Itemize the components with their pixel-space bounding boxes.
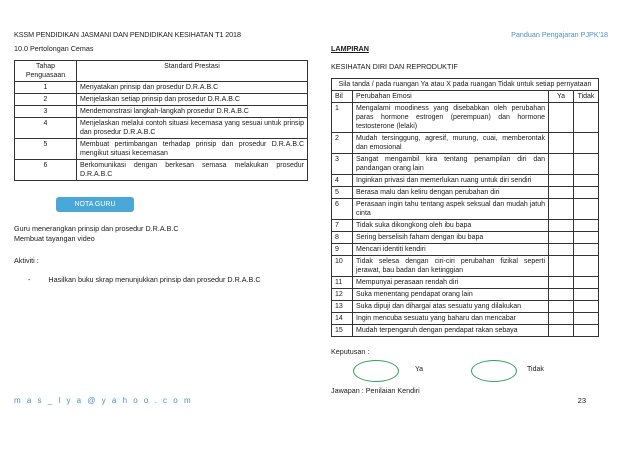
level-cell: 1 — [15, 82, 77, 94]
aktiviti-item — [14, 275, 308, 284]
table-row — [332, 289, 599, 301]
emotion-cell: Sangat mengambil kira tentang penampilan diri dan pandangan orang lain — [353, 154, 549, 175]
standard-cell: Berkomunikasi dengan berkesan semasa melakukan prosedur D.R.A.B.C — [77, 160, 308, 181]
bil-cell: 15 — [332, 325, 353, 337]
ya-checkbox-cell[interactable] — [549, 220, 574, 232]
tidak-checkbox-cell[interactable] — [574, 175, 599, 187]
header-perubahan: Perubahan Emosi — [353, 91, 549, 103]
ya-checkbox-cell[interactable] — [549, 301, 574, 313]
tidak-checkbox-cell[interactable] — [574, 103, 599, 133]
header-title: KSSM PENDIDIKAN JASMANI DAN PENDIDIKAN KESIHATAN T1 2018 — [14, 30, 241, 39]
emotion-cell: Tidak selesa dengan ciri-ciri perubahan fizikal seperti jerawat, bau badan dan ketinggian — [353, 256, 549, 277]
emotion-cell: Mengalami moodiness yang disebabkan oleh perubahan paras hormone estrogen (perempuan) dan hormone testosterone (lelaki) — [353, 103, 549, 133]
header-tahap: Tahap Penguasaan — [15, 61, 77, 82]
choice-ya-label: Ya — [415, 366, 424, 373]
table-row — [332, 199, 599, 220]
header-standard: Standard Prestasi — [77, 61, 308, 82]
standard-cell: Menyatakan prinsip dan prosedur D.R.A.B.C — [77, 82, 308, 94]
header-tidak: Tidak — [574, 91, 599, 103]
bil-cell: 11 — [332, 277, 353, 289]
choice-tidak-oval[interactable] — [471, 360, 517, 382]
ya-checkbox-cell[interactable] — [549, 244, 574, 256]
bil-cell: 2 — [332, 133, 353, 154]
bil-cell: 13 — [332, 301, 353, 313]
keputusan-label: Keputusan : — [331, 347, 370, 356]
tidak-checkbox-cell[interactable] — [574, 325, 599, 337]
table-row — [332, 325, 599, 337]
bil-cell: 9 — [332, 244, 353, 256]
result-choices — [331, 360, 599, 382]
ya-checkbox-cell[interactable] — [549, 325, 574, 337]
table-row — [15, 139, 308, 160]
table-row — [332, 301, 599, 313]
emotion-checklist-table — [331, 78, 599, 337]
nota-line: Guru menerangkan prinsip dan prosedur D.R.A.B.C — [14, 224, 179, 233]
level-cell: 5 — [15, 139, 77, 160]
table-row — [332, 232, 599, 244]
level-cell: 4 — [15, 118, 77, 139]
bil-cell: 4 — [332, 175, 353, 187]
bil-cell: 5 — [332, 187, 353, 199]
table-row — [332, 133, 599, 154]
footer-email: m a s _ l y a @ y a h o o . c o m — [14, 396, 193, 405]
standard-cell: Menjelaskan setiap prinsip dan prosedur D.R.A.B.C — [77, 94, 308, 106]
ya-checkbox-cell[interactable] — [549, 103, 574, 133]
tidak-checkbox-cell[interactable] — [574, 187, 599, 199]
emotion-cell: Suka menentang pendapat orang lain — [353, 289, 549, 301]
ya-checkbox-cell[interactable] — [549, 175, 574, 187]
tidak-checkbox-cell[interactable] — [574, 220, 599, 232]
level-cell: 6 — [15, 160, 77, 181]
jawapan-text: Jawapan : Penilaian Kendiri — [331, 386, 420, 395]
table-row — [332, 220, 599, 232]
lampiran-subtitle: KESIHATAN DIRI DAN REPRODUKTIF — [331, 62, 458, 71]
ya-checkbox-cell[interactable] — [549, 256, 574, 277]
emotion-cell: Ingin mencuba sesuatu yang baharu dan mencabar — [353, 313, 549, 325]
level-cell: 2 — [15, 94, 77, 106]
tidak-checkbox-cell[interactable] — [574, 256, 599, 277]
bullet: - — [28, 275, 31, 284]
nota-guru-text — [14, 224, 308, 244]
tidak-checkbox-cell[interactable] — [574, 301, 599, 313]
left-column — [14, 44, 308, 284]
ya-checkbox-cell[interactable] — [549, 289, 574, 301]
aktiviti-label: Aktiviti : — [14, 256, 39, 265]
standard-cell: Membuat pertimbangan terhadap prinsip dan prosedur D.R.A.B.C mengikut situasi kecemasan — [77, 139, 308, 160]
tidak-checkbox-cell[interactable] — [574, 133, 599, 154]
table-row — [332, 277, 599, 289]
table-row — [332, 256, 599, 277]
emotion-cell: Mudah terpengaruh dengan pendapat rakan sebaya — [353, 325, 549, 337]
table-row — [332, 187, 599, 199]
emotion-cell: Perasaan ingin tahu tentang aspek seksual dan mudah jatuh cinta — [353, 199, 549, 220]
emotion-cell: Berasa malu dan keliru dengan perubahan diri — [353, 187, 549, 199]
bil-cell: 12 — [332, 289, 353, 301]
choice-ya-oval[interactable] — [353, 360, 399, 382]
table-row — [15, 118, 308, 139]
lampiran-title: LAMPIRAN — [331, 44, 369, 53]
header-guide-name: Panduan Pengajaran PJPK'18 — [511, 30, 608, 39]
tidak-checkbox-cell[interactable] — [574, 232, 599, 244]
emotion-cell: Mudah tersinggung, agresif, murung, cuai, memberontak dan emosional — [353, 133, 549, 154]
emotion-cell: Mencari identiti kendiri — [353, 244, 549, 256]
level-cell: 3 — [15, 106, 77, 118]
ya-checkbox-cell[interactable] — [549, 277, 574, 289]
tidak-checkbox-cell[interactable] — [574, 277, 599, 289]
tidak-checkbox-cell[interactable] — [574, 289, 599, 301]
bil-cell: 1 — [332, 103, 353, 133]
bil-cell: 6 — [332, 199, 353, 220]
bil-cell: 8 — [332, 232, 353, 244]
table-row — [15, 94, 308, 106]
bil-cell: 14 — [332, 313, 353, 325]
table-row — [332, 103, 599, 133]
bil-cell: 10 — [332, 256, 353, 277]
emotion-cell: Inginkan privasi dan memerlukan ruang untuk diri sendiri — [353, 175, 549, 187]
table-row — [15, 160, 308, 181]
ya-checkbox-cell[interactable] — [549, 313, 574, 325]
emotion-cell: Tidak suka dikongkong oleh ibu bapa — [353, 220, 549, 232]
emotion-cell: Mempunyai perasaan rendah diri — [353, 277, 549, 289]
table-row — [332, 175, 599, 187]
table-caption: Sila tanda / pada ruangan Ya atau X pada ruangan Tidak untuk setiap pernyataan — [332, 79, 599, 91]
table-row — [15, 82, 308, 94]
tidak-checkbox-cell[interactable] — [574, 244, 599, 256]
emotion-cell: Suka dipuji dan dihargai atas sesuatu yang dilakukan — [353, 301, 549, 313]
bil-cell: 7 — [332, 220, 353, 232]
ya-checkbox-cell[interactable] — [549, 199, 574, 220]
standard-cell: Menjelaskan melalui contoh situasi kecemasa yang sesuai untuk prinsip dan prosedur D.R.A.B.C — [77, 118, 308, 139]
table-row — [332, 313, 599, 325]
table-row — [332, 244, 599, 256]
bil-cell: 3 — [332, 154, 353, 175]
performance-standard-table — [14, 60, 308, 181]
choice-tidak-label: Tidak — [527, 366, 544, 373]
header-ya: Ya — [549, 91, 574, 103]
ya-checkbox-cell[interactable] — [549, 232, 574, 244]
nota-line: Membuat tayangan video — [14, 234, 95, 243]
emotion-cell: Sering berselisih faham dengan ibu bapa — [353, 232, 549, 244]
ya-checkbox-cell[interactable] — [549, 133, 574, 154]
right-column — [331, 44, 599, 395]
table-row — [332, 154, 599, 175]
page-number: 23 — [577, 396, 586, 405]
standard-cell: Mendemonstrasi langkah-langkah prosedur D.R.A.B.C — [77, 106, 308, 118]
tidak-checkbox-cell[interactable] — [574, 313, 599, 325]
tidak-checkbox-cell[interactable] — [574, 199, 599, 220]
table-row — [15, 106, 308, 118]
section-title: 10.0 Pertolongan Cemas — [14, 44, 94, 53]
nota-guru-button[interactable]: NOTA GURU — [56, 197, 134, 212]
ya-checkbox-cell[interactable] — [549, 187, 574, 199]
ya-checkbox-cell[interactable] — [549, 154, 574, 175]
tidak-checkbox-cell[interactable] — [574, 154, 599, 175]
header-bil: Bil — [332, 91, 353, 103]
aktiviti-text: Hasilkan buku skrap menunjukkan prinsip dan prosedur D.R.A.B.C — [48, 275, 261, 284]
